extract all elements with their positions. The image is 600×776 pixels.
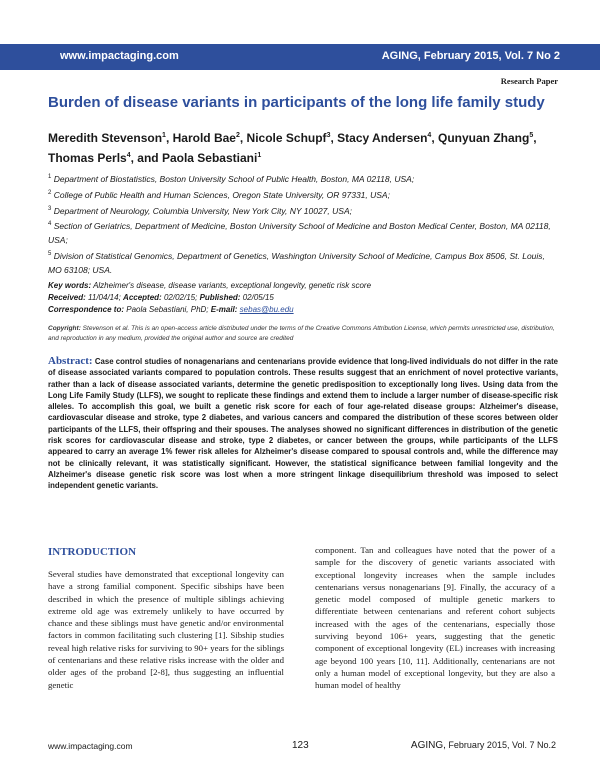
paper-type-label: Research Paper [500,76,558,86]
email-label: E-mail: [210,305,238,314]
author-name: Stacy Andersen [337,131,428,145]
journal-banner [0,44,600,70]
affiliation-text: Department of Neurology, Columbia University, New York City, NY 10027, USA; [53,205,352,216]
author-separator: , [239,131,247,145]
article-title: Burden of disease variants in participants of the long life family study [48,94,545,111]
affiliation-text: College of Public Health and Human Sciences, Oregon State University, OR 97331, USA; [53,189,390,200]
author-separator: , [165,131,173,145]
received-date: 11/04/14; [88,293,121,302]
author-affiliation-marker: 1 [257,152,262,159]
introduction-heading: INTRODUCTION [48,546,137,558]
correspondence-line [48,304,558,316]
article-metadata [48,280,558,316]
accepted-date: 02/02/15; [163,293,198,302]
author-affiliation-marker: 3 [326,132,331,139]
right-column [315,544,555,692]
affiliation-number: 2 [48,189,52,196]
author-name: Meredith Stevenson [48,131,163,145]
received-label: Received: [48,293,86,302]
page-number: 123 [292,740,309,751]
left-column [48,546,284,691]
keywords-value: Alzheimer's disease, disease variants, exceptional longevity, genetic risk score [93,281,372,290]
author-affiliation-marker: 4 [427,132,432,139]
author-affiliation-marker: 5 [529,132,534,139]
affiliation-text: Department of Biostatistics, Boston University School of Public Health, Boston, MA 02118, USA; [53,173,415,184]
affiliation-item [48,217,558,247]
abstract-label: Abstract: [48,355,93,367]
introduction-text-left: Several studies have demonstrated that exceptional longevity can have a strong familial component. Specific sibships have been described in which the presence of multiple siblings achieving extreme old age was extremely unlikely to have occurred by chance and these siblings must have genetic and/or environmental factors in common facilitating such clustering [1]. Sibship studies reveal high relative risks for surviving to 90+ years for the siblings of centenarians and these relative risks increase with the older and older ages of the proband [2-8], thus suggesting an influential genetic [48,569,284,690]
banner-url-link[interactable]: www.impactaging.com [60,50,179,62]
affiliation-number: 5 [48,251,52,258]
footer-url-link[interactable]: www.impactaging.com [48,741,133,751]
author-affiliation-marker: 4 [126,152,131,159]
affiliation-number: 3 [48,205,52,212]
footer-journal-name: AGING, [410,740,446,751]
abstract-text: Case control studies of nonagenarians and centenarians provide evidence that long-lived individuals do not differ in the rate of disease associated variants compared to population controls. These results suggest that an enrichment of novel protective variants, rather than a lack of disease associated variants, determine the genetic predisposition to exceptionally long lives. Using data from the Long Life Family Study (LLFS), we sought to replicate these findings and extend them to include a larger number of disease-specific risk alleles. To accomplish this goal, we built a genetic risk score for each of four age-related disease groups: Alzheimer's disease, cardiovascular disease and stroke, type 2 diabetes, and various cancers and compared the distribution of these scores between older participants of the LLFS, their offspring and their spouses. The analyses showed no significant differences in distribution of the genetic risk scores for cardiovascular disease and stroke, type 2 diabetes, or cancer between the groups, while participants of the LLFS appeared to carry an average 1% fewer risk alleles for Alzheimer's disease compared to spousal controls and, while the difference may not be clinically relevant, it was statistically significant. However, the statistical significance between familial longevity and the Alzheimer's disease genetic risk score was lost when a more stringent linkage disequilibrium threshold was imposed to select independent genetic variants. [48,357,559,491]
affiliation-number: 4 [48,221,52,228]
correspondence-label: Correspondence to: [48,305,125,314]
author-affiliation-marker: 1 [162,132,166,139]
author-affiliation-marker: 2 [235,132,240,139]
affiliation-item [48,202,558,218]
accepted-label: Accepted: [123,293,162,302]
footer-journal-info [411,740,556,751]
author-separator: , and [130,151,162,165]
copyright-label: Copyright: [48,325,81,332]
author-name: Nicole Schupf [246,131,327,145]
author-list [48,127,558,167]
affiliation-item [48,247,558,277]
affiliation-text: Division of Statistical Genomics, Department of Genetics, Washington University School of Medicine, Campus Box 8506, St. Louis, MO 63108; USA. [48,251,545,276]
correspondence-name: Paola Sebastiani, PhD; [126,305,209,314]
introduction-text-right: component. Tan and colleagues have noted that the power of a sample for the discovery of genetic variants associated with exceptional longevity increases when the sample includes centenarians versus nonagenarians [9]. Finally, the accuracy of a genetic model composed of multiple genetic markers to differentiate between centenarians and referent cohort subjects increased with the ages of the centenarians, especially those surviving beyond 106+ years, suggesting that the genetic component of exceptional longevity (EL) increases with increasing age beyond 100 years [10, 11]. Additionally, centenarians are not only a human model of exceptional longevity, but they are also a human model of healthy [315,545,555,691]
affiliation-number: 1 [48,174,52,180]
abstract-block [48,356,558,492]
copyright-text: Stevenson et al. This is an open-access article distributed under the terms of the Creative Commons Attribution License, which permits unrestricted use, distribution, and reproduction in any medium, provided the original author and source are credited [48,325,555,342]
author-name: Thomas Perls [48,151,127,165]
published-label: Published: [199,293,241,302]
keywords-line [48,280,558,292]
author-name: Paola Sebastiani [161,151,258,165]
author-separator: , [533,131,537,145]
author-separator: , [431,131,438,145]
email-link[interactable]: sebas@bu.edu [239,305,294,314]
published-date: 02/05/15 [242,293,274,302]
dates-line [48,292,558,304]
affiliation-item [48,186,558,202]
affiliation-list [48,170,558,277]
affiliation-item [48,170,558,186]
keywords-label: Key words: [48,281,92,290]
author-separator: , [330,131,338,145]
copyright-notice [48,324,558,344]
affiliation-text: Section of Geriatrics, Department of Medicine, Boston University School of Medicine and Boston Medical Center, Boston, MA 02118, USA; [48,221,551,246]
footer-journal-issue: February 2015, Vol. 7 No.2 [445,740,556,750]
author-name: Qunyuan Zhang [437,131,530,145]
author-name: Harold Bae [172,131,236,145]
banner-journal-info: AGING, February 2015, Vol. 7 No 2 [381,50,560,62]
